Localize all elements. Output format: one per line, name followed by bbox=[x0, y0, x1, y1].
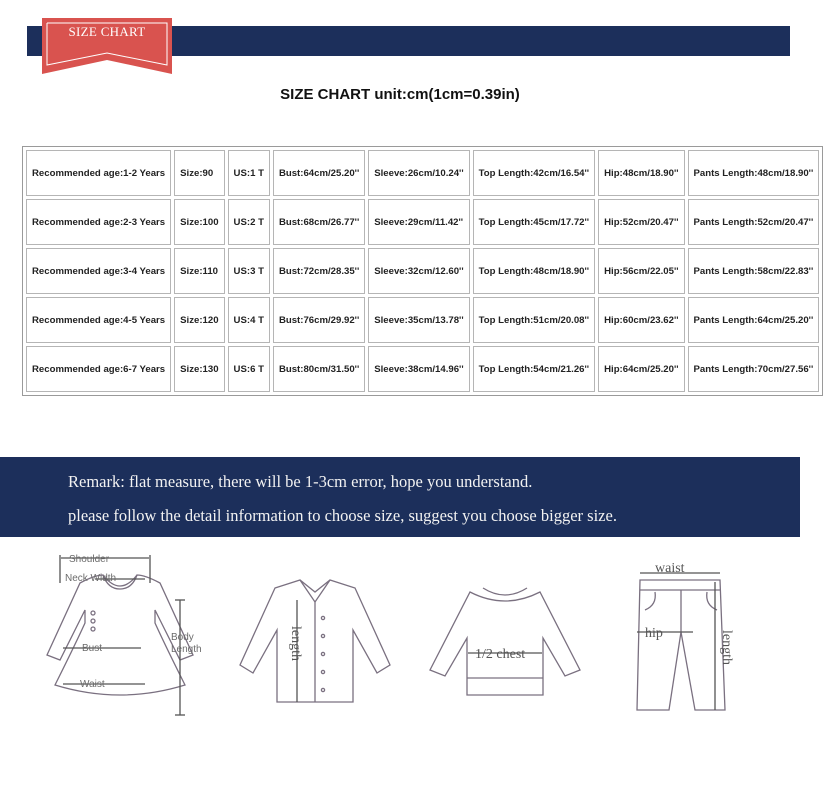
dress-length-label: Length bbox=[171, 644, 202, 655]
table-cell: Hip:56cm/22.05'' bbox=[598, 248, 684, 294]
dress-waist-label: Waist bbox=[80, 679, 105, 690]
table-cell: US:3 T bbox=[228, 248, 270, 294]
table-cell: Pants Length:48cm/18.90'' bbox=[688, 150, 820, 196]
dress-neck-width-label: Neck Width bbox=[65, 573, 117, 584]
table-cell: US:1 T bbox=[228, 150, 270, 196]
table-cell: US:6 T bbox=[228, 346, 270, 392]
table-cell: Top Length:48cm/18.90'' bbox=[473, 248, 595, 294]
table-row bbox=[26, 297, 819, 343]
table-cell: Recommended age:2-3 Years bbox=[26, 199, 171, 245]
table-cell: US:4 T bbox=[228, 297, 270, 343]
table-cell: Top Length:45cm/17.72'' bbox=[473, 199, 595, 245]
table-cell: Hip:64cm/25.20'' bbox=[598, 346, 684, 392]
table-cell: Top Length:51cm/20.08'' bbox=[473, 297, 595, 343]
sweater-chest-label: 1/2 chest bbox=[475, 647, 526, 662]
table-cell: Sleeve:38cm/14.96'' bbox=[368, 346, 469, 392]
table-cell: US:2 T bbox=[228, 199, 270, 245]
table-cell: Recommended age:4-5 Years bbox=[26, 297, 171, 343]
table-cell: Sleeve:32cm/12.60'' bbox=[368, 248, 469, 294]
size-chart-badge bbox=[42, 18, 172, 74]
dress-shoulder-label: Shoulder bbox=[69, 554, 110, 565]
table-cell: Sleeve:26cm/10.24'' bbox=[368, 150, 469, 196]
pants-waist-label: waist bbox=[655, 561, 685, 576]
table-cell: Sleeve:29cm/11.42'' bbox=[368, 199, 469, 245]
table-cell: Recommended age:3-4 Years bbox=[26, 248, 171, 294]
remark-banner bbox=[0, 457, 800, 537]
table-cell: Size:90 bbox=[174, 150, 224, 196]
table-cell: Top Length:42cm/16.54'' bbox=[473, 150, 595, 196]
pants-hip-label: hip bbox=[645, 626, 663, 641]
table-cell: Hip:48cm/18.90'' bbox=[598, 150, 684, 196]
badge-label: SIZE CHART bbox=[68, 24, 146, 39]
table-cell: Size:110 bbox=[174, 248, 224, 294]
table-cell: Recommended age:6-7 Years bbox=[26, 346, 171, 392]
page-title: SIZE CHART unit:cm(1cm=0.39in) bbox=[280, 86, 520, 103]
table-row bbox=[26, 150, 819, 196]
table-row bbox=[26, 346, 819, 392]
size-table bbox=[22, 146, 823, 396]
table-cell: Bust:76cm/29.92'' bbox=[273, 297, 365, 343]
table-cell: Hip:60cm/23.62'' bbox=[598, 297, 684, 343]
table-cell: Bust:80cm/31.50'' bbox=[273, 346, 365, 392]
table-cell: Sleeve:35cm/13.78'' bbox=[368, 297, 469, 343]
shirt-diagram-icon bbox=[225, 570, 405, 710]
dress-diagram-icon bbox=[25, 545, 215, 725]
pants-length-label: length bbox=[719, 630, 734, 665]
table-cell: Size:120 bbox=[174, 297, 224, 343]
shirt-length-label: length bbox=[288, 626, 303, 661]
table-cell: Bust:64cm/25.20'' bbox=[273, 150, 365, 196]
dress-bust-label: Bust bbox=[82, 643, 103, 654]
table-cell: Size:130 bbox=[174, 346, 224, 392]
table-row bbox=[26, 248, 819, 294]
table-cell: Size:100 bbox=[174, 199, 224, 245]
table-cell: Bust:68cm/26.77'' bbox=[273, 199, 365, 245]
table-cell: Pants Length:64cm/25.20'' bbox=[688, 297, 820, 343]
sweater-diagram-icon bbox=[415, 580, 595, 710]
table-cell: Pants Length:70cm/27.56'' bbox=[688, 346, 820, 392]
dress-body-label: Body bbox=[171, 632, 194, 643]
table-cell: Recommended age:1-2 Years bbox=[26, 150, 171, 196]
table-cell: Pants Length:52cm/20.47'' bbox=[688, 199, 820, 245]
table-cell: Top Length:54cm/21.26'' bbox=[473, 346, 595, 392]
table-cell: Pants Length:58cm/22.83'' bbox=[688, 248, 820, 294]
table-cell: Hip:52cm/20.47'' bbox=[598, 199, 684, 245]
table-row bbox=[26, 199, 819, 245]
table-cell: Bust:72cm/28.35'' bbox=[273, 248, 365, 294]
remark-line-2: please follow the detail information to choose size, suggest you choose bigger size. bbox=[68, 506, 617, 525]
pants-diagram-icon bbox=[625, 560, 765, 720]
remark-line-1: Remark: flat measure, there will be 1-3cm error, hope you understand. bbox=[68, 472, 533, 491]
